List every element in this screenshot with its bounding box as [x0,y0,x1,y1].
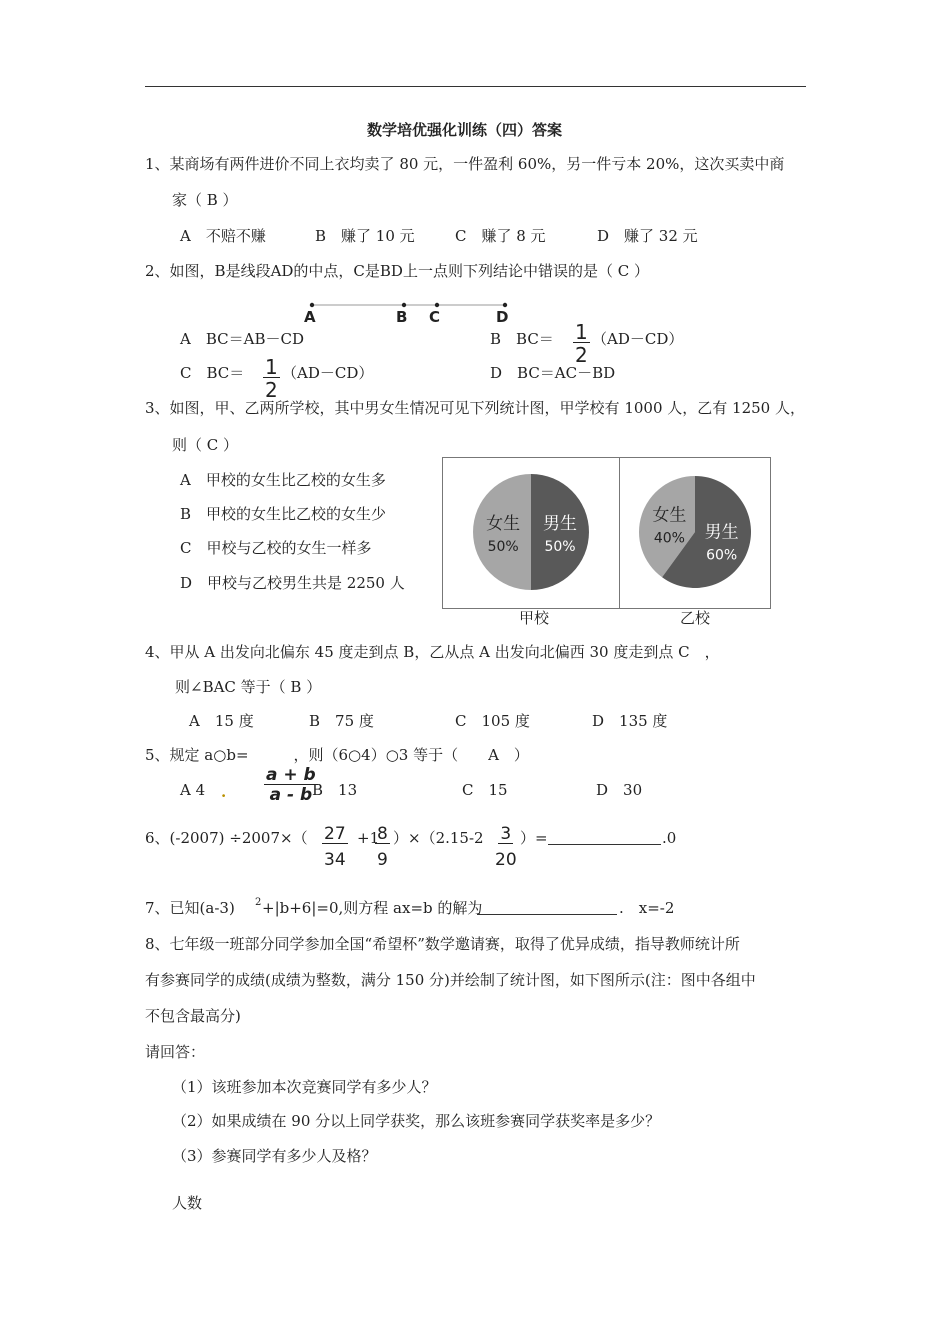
pie-chart-school-b-title: 乙校 [680,609,711,627]
q8-stem-line3: 不包含最高分) [145,1007,241,1025]
q2-point-c-label: C [429,308,441,326]
q8-subquestion-1: （1）该班参加本次竞赛同学有多少人？ [172,1078,437,1096]
q2-point-c-dot [435,303,439,307]
q2-option-c-half-num: 1 [265,355,278,379]
pie-chart-school-a [443,458,619,608]
q7-stem-post: +|b+6|=0,则方程 ax=b 的解为 [262,899,483,917]
q2-option-a: A BC＝AB－CD [180,330,304,348]
q1-option-d: D 赚了 32 元 [597,227,698,245]
q5-fraction-num: a + b [266,765,316,785]
q1-option-b: B 赚了 10 元 [315,227,415,245]
q5-fraction-den: a - b [269,785,313,805]
q4-option-d: D 135 度 [592,712,668,730]
q6-suffix: ）= [520,829,548,847]
q5-stray-dot: . [221,783,227,801]
q2-point-a-label: A [304,308,316,326]
q8-subquestion-3: （3）参赛同学有多少人及格？ [172,1147,377,1165]
q2-option-c-prefix: C BC＝ [180,364,245,382]
q6-fraction-2-den: 9 [377,850,388,870]
q2-option-b-half-den: 2 [575,343,588,367]
q5-option-c: C 15 [462,781,508,799]
q3-option-c: C 甲校与乙校的女生一样多 [180,539,372,557]
q7-stem-pre: 7、已知(a-3) [145,899,235,917]
q6-middle-text: ）×（2.15-2 [393,829,484,847]
q4-option-a: A 15 度 [189,712,254,730]
q2-option-b-suffix: （AD－CD） [592,330,684,348]
q4-option-c: C 105 度 [455,712,530,730]
q3-stem-line2: 则（ C ） [172,436,239,454]
q1-option-a: A 不赔不赚 [180,227,266,245]
q3-option-b: B 甲校的女生比乙校的女生少 [180,505,387,523]
q2-stem: 2、如图，B是线段AD的中点，C是BD上一点则下列结论中错误的是（ C ） [145,262,649,280]
q8-stem-line1: 8、七年级一班部分同学参加全国“希望杯”数学邀请赛，取得了优异成绩，指导教师统计所 [145,935,740,953]
pie-chart-school-b [620,458,770,608]
q6-fraction-3 [493,826,519,869]
q6-fraction-2-num: 8 [377,824,388,844]
q6-plus-one: +1 [357,829,380,847]
q2-line-diagram [300,296,520,326]
q4-stem-line1: 4、甲从 A 出发向北偏东 45 度走到点 B，乙从点 A 出发向北偏西 30 度走到点 C ， [145,643,720,661]
q2-point-d-dot [503,303,507,307]
q2-point-b-label: B [396,308,408,326]
q2-option-b-half-num: 1 [575,320,588,344]
q6-answer: .0 [662,829,677,847]
q2-point-a-dot [310,303,314,307]
q3-option-a: A 甲校的女生比乙校的女生多 [180,471,386,489]
q6-prefix: 6、(-2007) ÷2007×（ [145,829,308,847]
q3-stem-line1: 3、如图，甲、乙两所学校，其中男女生情况可见下列统计图，甲学校有 1000 人，乙有 1250 人， [145,399,805,417]
pie-school-a-girls-label: 女生 [486,514,521,534]
q5-stem: 5、规定 a○b= ，则（6○4）○3 等于（ A ） [145,746,529,764]
pie-school-a-boys-label: 男生 [543,514,577,534]
q6-answer-blank[interactable] [548,830,661,845]
pie-school-b-boys-label: 男生 [704,522,739,543]
pie-school-b-girls-label: 女生 [652,505,687,526]
q8-stem-line2: 有参赛同学的成绩(成绩为整数，满分 150 分)并绘制了统计图，如下图所示(注：图中各组中 [145,971,756,989]
q2-option-d: D BC＝AC－BD [490,364,616,382]
q2-option-c-suffix: （AD－CD） [282,364,374,382]
q1-stem-line1: 1、某商场有两件进价不同上衣均卖了 80 元，一件盈利 60%，另一件亏本 20%，这次买卖中商 [145,155,785,173]
page-title: 数学培优强化训练（四）答案 [367,121,563,139]
q8-prompt: 请回答： [145,1043,206,1061]
q6-fraction-3-num: 3 [500,824,512,844]
pie-chart-school-a-title: 甲校 [519,609,550,627]
q7-answer-blank[interactable] [477,900,617,915]
pie-school-a-girls-value: 50% [487,539,519,555]
header-rule [145,86,806,87]
q1-option-c: C 赚了 8 元 [455,227,546,245]
q5-option-b: B 13 [312,781,358,799]
q5-option-a: A 4 [180,781,206,799]
q5-definition-fraction [264,767,318,804]
q6-fraction-1-num: 27 [324,824,346,844]
q4-stem-line2: 则∠BAC 等于（ B ） [175,678,322,696]
q5-option-d: D 30 [596,781,643,799]
q7-answer: . x=-2 [619,899,675,917]
q8-subquestion-2: （2）如果成绩在 90 分以上同学获奖，那么该班参赛同学获奖率是多少？ [172,1112,661,1130]
q6-fraction-1-den: 34 [324,850,346,870]
q2-option-c-half-den: 2 [265,378,278,402]
q8-chart-ylabel: 人数 [172,1194,203,1212]
q2-option-c-half [263,357,280,400]
q2-point-d-label: D [496,308,509,326]
q7-exponent: 2 [255,897,262,908]
q1-stem-line2: 家（ B ） [172,191,238,209]
q4-option-b: B 75 度 [309,712,374,730]
q3-option-d: D 甲校与乙校男生共是 2250 人 [180,574,405,592]
q6-fraction-2 [375,826,390,869]
pie-school-b-girls-value: 40% [653,530,685,547]
pie-school-b-boys-value: 60% [706,547,738,564]
q2-point-b-dot [402,303,406,307]
pie-school-a-boys-value: 50% [544,539,576,555]
q2-option-b-half [573,322,590,365]
q2-option-b-prefix: B BC＝ [490,330,554,348]
q6-fraction-3-den: 20 [495,850,517,870]
q6-fraction-1 [322,826,348,869]
